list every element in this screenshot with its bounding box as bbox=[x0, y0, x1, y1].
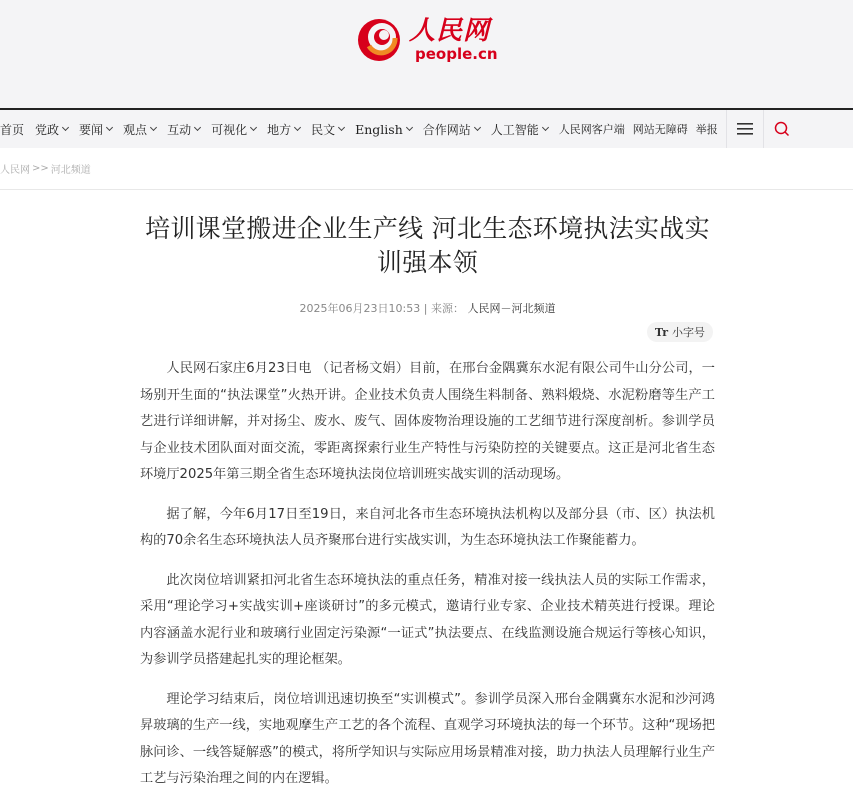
chevron-down-icon bbox=[294, 124, 301, 131]
hamburger-menu-icon bbox=[737, 122, 753, 136]
source-link[interactable]: 人民网－河北频道 bbox=[467, 302, 556, 315]
nav-link-app[interactable] bbox=[559, 121, 625, 137]
article-paragraph: 理论学习结束后，岗位培训迅速切换至“实训模式”。参训学员深入邢台金隅冀东水泥和沙河鸿昇玻璃的生产一线，实地观摩生产工艺的各个流程、直观学习环境执法的每一个环节。这种“现场把脉问诊、一线答疑解惑”的模式，将所学知识与实际应用场景精准对接，助力执法人员理解行业生产工艺与污染治理之间的内在逻辑。 bbox=[140, 691, 715, 786]
breadcrumb-channel-link[interactable]: 河北频道 bbox=[50, 165, 91, 176]
nav-label: 首页 bbox=[0, 122, 25, 137]
menu-button[interactable] bbox=[727, 110, 763, 148]
font-size-label: 小字号 bbox=[672, 326, 705, 339]
chevron-down-icon bbox=[194, 124, 201, 131]
article bbox=[140, 212, 715, 789]
nav-label: 要闻 bbox=[79, 122, 104, 137]
article-paragraph: 据了解，今年6月17日至19日，来自河北各市生态环境执法机构以及部分县（市、区）执法机构的70余名生态环境执法人员齐聚邢台进行实战实训，为生态环境执法工作聚能蓄力。 bbox=[140, 506, 715, 548]
article-title: 培训课堂搬进企业生产线 河北生态环境执法实战实训强本领 bbox=[145, 214, 710, 277]
chevron-down-icon bbox=[150, 124, 157, 131]
nav-item-local[interactable] bbox=[267, 121, 300, 138]
nav-label: 观点 bbox=[123, 122, 148, 137]
nav-link-report[interactable] bbox=[696, 121, 718, 137]
nav-label: 可视化 bbox=[211, 122, 248, 137]
nav-item-opinion[interactable] bbox=[123, 121, 156, 138]
nav-item-party-gov[interactable] bbox=[35, 121, 68, 138]
nav-label: 举报 bbox=[695, 123, 718, 136]
nav-label: 人工智能 bbox=[490, 122, 539, 137]
nav-item-minority-lang[interactable] bbox=[311, 121, 344, 138]
source-label: 来源： bbox=[430, 302, 464, 315]
chevron-down-icon bbox=[338, 124, 345, 131]
nav-item-ai[interactable] bbox=[491, 121, 548, 138]
chevron-down-icon bbox=[406, 124, 413, 131]
font-size-toggle-button[interactable] bbox=[647, 322, 713, 342]
search-icon bbox=[774, 121, 790, 137]
nav-label: 党政 bbox=[35, 122, 60, 137]
nav-label: English bbox=[355, 121, 403, 137]
publish-datetime: 2025年06月23日10:53 bbox=[299, 302, 421, 315]
nav-label: 地方 bbox=[267, 122, 292, 137]
nav-link-accessibility[interactable] bbox=[633, 121, 688, 137]
chevron-down-icon bbox=[542, 124, 549, 131]
nav-item-interaction[interactable] bbox=[167, 121, 200, 138]
text-size-icon: Tr bbox=[654, 325, 668, 339]
meta-divider: | bbox=[423, 302, 428, 315]
people-cn-logo[interactable] bbox=[355, 12, 500, 68]
nav-item-visual[interactable] bbox=[211, 121, 256, 138]
search-button[interactable] bbox=[764, 110, 800, 148]
nav-label: 合作网站 bbox=[422, 122, 471, 137]
nav-item-english[interactable] bbox=[355, 122, 412, 137]
nav-item-partners[interactable] bbox=[423, 121, 480, 138]
article-body bbox=[140, 356, 715, 789]
main-nav bbox=[0, 110, 853, 148]
nav-label: 人民网客户端 bbox=[558, 123, 625, 136]
nav-label: 网站无障碍 bbox=[632, 123, 688, 136]
site-header bbox=[0, 0, 853, 110]
chevron-down-icon bbox=[62, 124, 69, 131]
nav-item-home[interactable] bbox=[0, 121, 24, 138]
breadcrumb-home-link[interactable]: 人民网 bbox=[0, 165, 30, 176]
logo-english-text: people.cn bbox=[415, 45, 498, 63]
article-paragraph: 人民网石家庄6月23日电 （记者杨文娟）目前，在邢台金隅冀东水泥有限公司牛山分公司，一场别开生面的“执法课堂”火热开讲。企业技术负责人围绕生料制备、熟料煅烧、水泥粉磨等生产工艺进行详细讲解，并对扬尘、废水、废气、固体废物治理设施的工艺细节进行深度剖析。参训学员与企业技术团队面对面交流，零距离探索行业生产特性与污染防控的关键要点。这正是河北省生态环境厅2025年第三期全省生态环境执法岗位培训班实战实训的活动现场。 bbox=[140, 361, 715, 482]
chevron-down-icon bbox=[250, 124, 257, 131]
article-paragraph: 此次岗位培训紧扣河北省生态环境执法的重点任务，精准对接一线执法人员的实际工作需求，采用“理论学习+实战实训+座谈研讨”的多元模式，邀请行业专家、企业技术精英进行授课。理论内容涵盖水泥行业和玻璃行业固定污染源“一证式”执法要点、在线监测设施合规运行等核心知识，为参训学员搭建起扎实的理论框架。 bbox=[140, 572, 715, 667]
nav-item-news[interactable] bbox=[79, 121, 112, 138]
breadcrumb bbox=[0, 148, 853, 190]
chevron-down-icon bbox=[474, 124, 481, 131]
breadcrumb-separator: >> bbox=[32, 163, 49, 174]
article-meta bbox=[140, 300, 715, 316]
nav-label: 互动 bbox=[167, 122, 192, 137]
chevron-down-icon bbox=[106, 124, 113, 131]
nav-label: 民文 bbox=[311, 122, 336, 137]
logo-chinese-text: 人民网 bbox=[409, 16, 491, 46]
logo-mark-icon bbox=[355, 16, 403, 64]
